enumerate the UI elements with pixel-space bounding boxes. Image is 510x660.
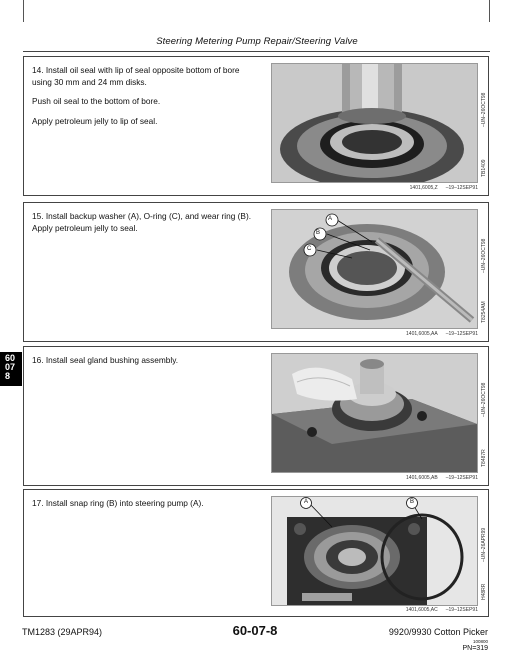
step-text-line: 16. Install seal gland bushing assembly. (32, 355, 179, 365)
footer-page-code: 60-07-8 (232, 623, 278, 638)
header-divider (23, 51, 490, 52)
photo-ref-code: –UN–26OCT98 (481, 92, 487, 127)
step-15-section (23, 202, 489, 342)
figure-reference (398, 475, 478, 481)
page-top-rule-left (23, 0, 24, 22)
step-14-text (32, 65, 257, 135)
photo-code: T8254AM (481, 301, 487, 323)
side-tab-line: 8 (5, 371, 11, 381)
callout-label-a: A (304, 499, 309, 505)
figure-id: 1401,6005,AA (406, 331, 438, 337)
step-15-photo (271, 209, 478, 329)
side-tab-line: 60 (5, 353, 16, 363)
figure-date: –19–12SEP91 (445, 185, 478, 191)
photo-ref-code: –UN–26OCT98 (481, 382, 487, 417)
step-16-photo (271, 353, 478, 473)
step-text-line: 14. Install oil seal with lip of seal opposite bottom of bore using 30 mm and 24 mm disks. (32, 65, 240, 87)
page-title: Steering Metering Pump Repair/Steering Valve (156, 36, 358, 47)
figure-id: 1401,6005,Z (409, 185, 438, 191)
step-text-line: Push oil seal to the bottom of bore. (32, 96, 161, 106)
photo-ref-code: –UN–26APR99 (481, 527, 487, 562)
step-text-line: 17. Install snap ring (B) into steering pump (A). (32, 498, 204, 508)
footer-manual-id: TM1283 (29APR94) (22, 627, 103, 637)
step-16-text (32, 355, 257, 375)
photo-code: H48RR (481, 583, 487, 600)
figure-id: 1401,6005,AB (406, 475, 438, 481)
photo-code: T8487R (481, 449, 487, 467)
figure-id: 1401,6005,AC (405, 607, 438, 613)
figure-date: –19–12SEP91 (445, 607, 478, 613)
step-17-section (23, 489, 489, 617)
photo-code: TB1409 (481, 159, 487, 177)
step-16-section (23, 346, 489, 486)
footer-page-number: PN=319 (462, 645, 488, 652)
photo-ref-code: –UN–26OCT98 (481, 238, 487, 273)
step-17-photo (271, 496, 478, 606)
step-text-line: Apply petroleum jelly to lip of seal. (32, 115, 158, 126)
step-text-line: 15. Install backup washer (A), O-ring (C), and wear ring (B). Apply petroleum jelly to seal. (32, 211, 252, 233)
footer-model: 9920/9930 Cotton Picker (388, 627, 488, 637)
footer-date: 100800 (472, 639, 488, 644)
step-15-text (32, 211, 257, 242)
side-tab-line: 07 (5, 362, 16, 372)
figure-reference (398, 607, 478, 613)
page-top-rule-right (489, 0, 490, 22)
step-14-photo (271, 63, 478, 183)
callout-label-b: B (410, 499, 415, 505)
callout-label-c: C (307, 246, 312, 252)
section-side-tab (0, 352, 22, 386)
callout-label-a: A (328, 216, 333, 222)
step-17-text (32, 498, 257, 518)
figure-date: –19–12SEP91 (445, 331, 478, 337)
figure-reference (398, 331, 478, 337)
callout-label-b: B (316, 230, 321, 236)
step-14-section (23, 56, 489, 196)
figure-date: –19–12SEP91 (445, 475, 478, 481)
figure-reference (402, 185, 478, 191)
